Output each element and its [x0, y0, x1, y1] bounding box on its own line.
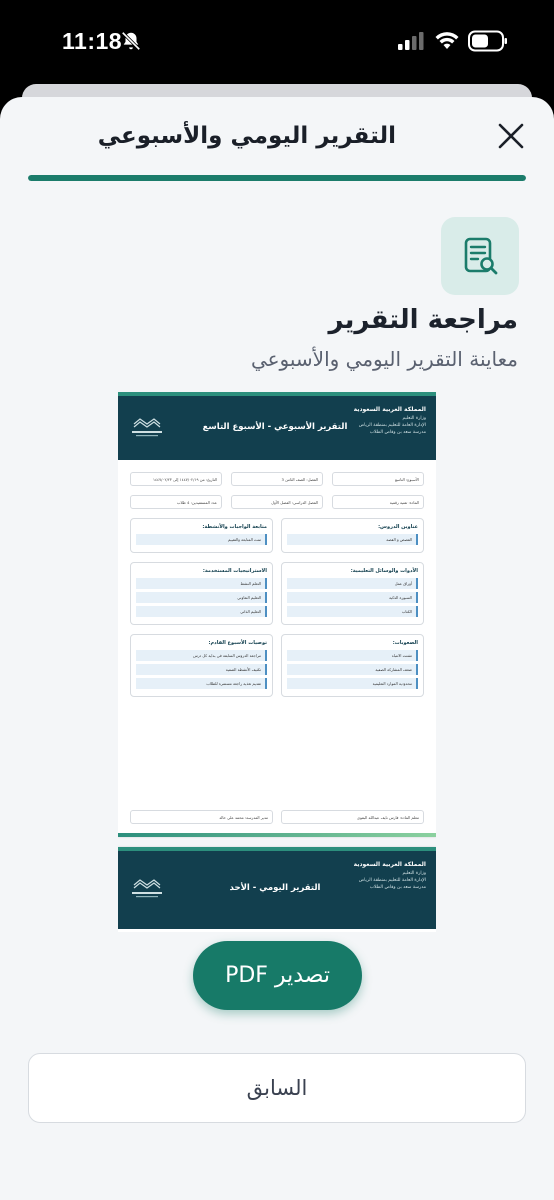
doc-info-row	[130, 495, 424, 509]
card-title: توصيات الأسبوع القادم:	[208, 640, 267, 646]
doc-info-cell: التاريخ: من ١٤٤٧/٠٢/١٩ إلى ١٤٤٧/٠٢/٢٣	[130, 472, 222, 486]
card-item: تمت المتابعة والتقييم	[136, 534, 267, 545]
card-item: مراجعة الدروس السابقة في بداية كل درس	[136, 650, 267, 661]
status-time: 11:18	[62, 28, 123, 54]
doc-card-row	[130, 634, 424, 697]
doc-header	[118, 392, 436, 460]
doc-info-cell: الفصل الدراسي: الفصل الأول	[231, 495, 323, 509]
doc-card-lessons	[281, 518, 424, 553]
doc-card-homework	[130, 518, 273, 553]
card-item: أوراق عمل	[287, 578, 418, 589]
doc-card-row	[130, 518, 424, 553]
document-search-icon	[460, 236, 500, 276]
card-item: الكتاب	[287, 606, 418, 617]
close-icon[interactable]	[494, 119, 528, 153]
card-title: عناوين الدروس:	[378, 524, 418, 530]
doc-org-line: وزارة التعليم	[402, 416, 426, 421]
card-item: التعليم الذاتي	[136, 606, 267, 617]
bell-muted-icon	[120, 30, 142, 52]
doc-card-recommendations	[130, 634, 273, 697]
doc-org-line: الإدارة العامة للتعليم بمنطقة الرياض	[358, 423, 426, 428]
card-item: تقديم تغذية راجعة مستمرة للطلاب	[136, 678, 267, 689]
card-item: السبورة الذكية	[287, 592, 418, 603]
report-preview[interactable]	[118, 392, 436, 932]
battery-icon	[468, 30, 508, 52]
doc-card-strategies	[130, 562, 273, 625]
doc-signature-principal: مدير المدرسة: محمد علي خالد	[130, 810, 273, 824]
card-title: الاستراتيجيات المستخدمة:	[202, 568, 267, 574]
doc-info-grid	[130, 472, 424, 518]
doc-org-block	[354, 406, 426, 437]
card-title: الأدوات والوسائل التعليمية:	[350, 568, 418, 574]
doc-org-line: المملكة العربية السعودية	[353, 406, 426, 413]
previous-button[interactable]: السابق	[28, 1053, 526, 1123]
preview-page-weekly	[118, 392, 436, 837]
doc-card-row	[130, 562, 424, 625]
doc-org-line: مدرسة سعد بن وقاص الطلاب	[369, 885, 426, 890]
doc-title: التقرير الأسبوعي - الأسبوع التاسع	[202, 422, 348, 432]
card-title: الصعوبات:	[392, 640, 418, 646]
card-item: القصص و القصة	[287, 534, 418, 545]
doc-org-line: المملكة العربية السعودية	[353, 861, 426, 868]
doc-info-cell: الفصل: الصف الثامن 3	[231, 472, 323, 486]
wifi-icon	[434, 30, 460, 50]
doc-info-cell: الأسبوع: التاسع	[332, 472, 424, 486]
doc-signature-teacher: معلم المادة: فارس نايف عبدالله البقوي	[281, 810, 424, 824]
ministry-logo-icon	[130, 416, 164, 440]
step-progress-fill	[28, 175, 526, 181]
card-item: تشتت الانتباه	[287, 650, 418, 661]
card-item: التعلم النشط	[136, 578, 267, 589]
doc-org-line: مدرسة سعد بن وقاص الطلاب	[369, 430, 426, 435]
sheet-title: التقرير اليومي والأسبوعي	[97, 123, 396, 149]
doc-title: التقرير اليومي - الأحد	[229, 883, 321, 893]
step-progress-bar	[28, 175, 526, 181]
review-title: مراجعة التقرير	[328, 305, 518, 335]
doc-card-difficulties	[281, 634, 424, 697]
doc-info-cell: المادة: تقنية رقمية	[332, 495, 424, 509]
card-item: محدودية الموارد التعليمية	[287, 678, 418, 689]
status-bar	[0, 0, 554, 86]
review-icon-box	[441, 217, 519, 295]
card-item: ضعف المشاركة الصفية	[287, 664, 418, 675]
doc-header	[118, 847, 436, 929]
ministry-logo-icon	[130, 877, 164, 901]
doc-org-line: الإدارة العامة للتعليم بمنطقة الرياض	[358, 878, 426, 883]
report-sheet	[0, 97, 554, 1200]
review-subtitle: معاينة التقرير اليومي والأسبوعي	[250, 347, 518, 371]
preview-page-daily	[118, 847, 436, 932]
doc-info-row	[130, 472, 424, 486]
doc-signatures	[130, 810, 424, 824]
doc-org-line: وزارة التعليم	[402, 871, 426, 876]
card-item: تكثيف الأنشطة الصفية	[136, 664, 267, 675]
doc-footer-bar	[118, 833, 436, 837]
card-title: متابعة الواجبات والأنشطة:	[202, 524, 267, 530]
export-pdf-button[interactable]: تصدير PDF	[193, 941, 362, 1010]
cellular-signal-icon	[398, 32, 424, 50]
doc-org-block	[354, 861, 426, 892]
doc-card-grid	[130, 518, 424, 706]
doc-info-cell: عدد المستفيدين: 4 طلاب	[130, 495, 222, 509]
doc-card-tools	[281, 562, 424, 625]
card-item: التعليم التعاوني	[136, 592, 267, 603]
